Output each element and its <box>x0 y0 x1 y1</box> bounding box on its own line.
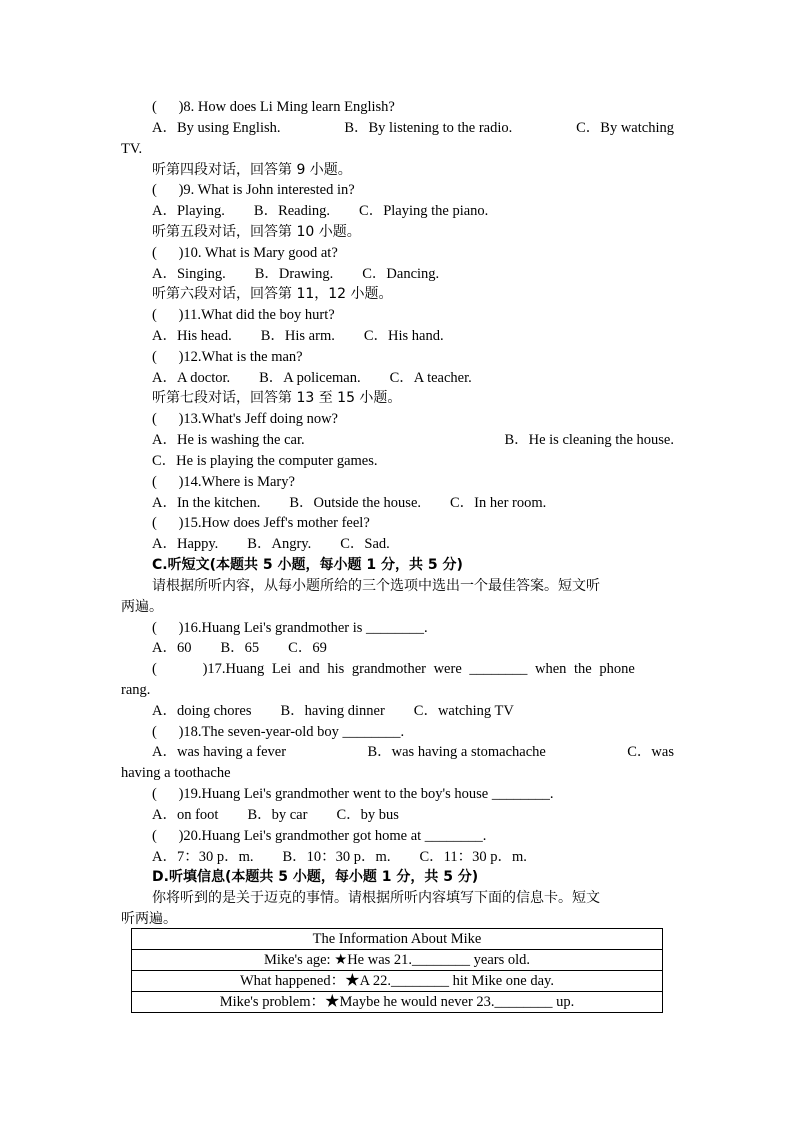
option-text: A．By using English. <box>152 120 281 136</box>
text-line: ( )20.Huang Lei's grandmother got home at ________. <box>152 828 487 844</box>
text-line: A．A doctor. B．A policeman. C．A teacher. <box>152 370 472 386</box>
text-line: A．doing chores B．having dinner C．watching TV <box>152 703 514 719</box>
text-line: A．His head. B．His arm. C．His hand. <box>152 328 444 344</box>
text-line <box>152 659 674 679</box>
option-text: B．He is cleaning the house. <box>504 432 674 448</box>
option-text: C．was <box>627 744 674 760</box>
text-line: ( )13.What's Jeff doing now? <box>152 411 338 427</box>
text-line: ( )8. How does Li Ming learn English? <box>152 99 395 115</box>
text-line: D.听填信息(本题共 5 小题，每小题 1 分，共 5 分) <box>152 869 479 885</box>
text-line: 听第四段对话，回答第 9 小题。 <box>152 162 352 178</box>
text-line <box>152 742 674 762</box>
table-row <box>132 950 663 971</box>
text-line: ( )19.Huang Lei's grandmother went to the boy's house ________. <box>152 786 554 802</box>
text-line: 请根据所听内容，从每小题所给的三个选项中选出一个最佳答案。短文听 <box>152 578 600 594</box>
table-row <box>132 992 663 1013</box>
text-line: A．In the kitchen. B．Outside the house. C．In her room. <box>152 495 547 511</box>
text-line: ( )18.The seven-year-old boy ________. <box>152 724 405 740</box>
text-line: C．He is playing the computer games. <box>152 453 378 469</box>
table-cell: What happened：★A 22.________ hit Mike one day. <box>132 971 663 992</box>
text-line: A．7：30 p．m. B．10：30 p．m. C．11：30 p．m. <box>152 849 527 865</box>
table-row <box>132 929 663 950</box>
option-text: C．By watching <box>576 120 674 136</box>
option-text: ( )17.Huang Lei and his grandmother were ________ when the phone <box>152 661 635 677</box>
table-header: The Information About Mike <box>132 929 663 950</box>
text-line: TV. <box>121 141 143 157</box>
text-line: ( )12.What is the man? <box>152 349 303 365</box>
text-line: A．60 B．65 C．69 <box>152 640 327 656</box>
text-line <box>152 430 674 450</box>
option-text: B．was having a stomachache <box>367 744 546 760</box>
option-text: A．He is washing the car. <box>152 432 305 448</box>
text-line: having a toothache <box>121 765 231 781</box>
text-line: ( )10. What is Mary good at? <box>152 245 338 261</box>
text-line: 你将听到的是关于迈克的事情。请根据所听内容填写下面的信息卡。短文 <box>152 890 600 906</box>
text-line: A．Singing. B．Drawing. C．Dancing. <box>152 266 440 282</box>
text-line: ( )16.Huang Lei's grandmother is ________. <box>152 620 428 636</box>
option-text: B．By listening to the radio. <box>344 120 513 136</box>
text-line: A．on foot B．by car C．by bus <box>152 807 399 823</box>
text-line: A．Happy. B．Angry. C．Sad. <box>152 536 390 552</box>
text-line: 听第七段对话，回答第 13 至 15 小题。 <box>152 390 402 406</box>
text-line: C.听短文(本题共 5 小题，每小题 1 分，共 5 分) <box>152 557 463 573</box>
option-text: A．was having a fever <box>152 744 287 760</box>
text-line: A．Playing. B．Reading. C．Playing the piano. <box>152 203 489 219</box>
table-cell: Mike's problem：★Maybe he would never 23.________ up. <box>132 992 663 1013</box>
mike-info-table <box>131 928 663 1013</box>
text-line: ( )15.How does Jeff's mother feel? <box>152 515 370 531</box>
table-cell: Mike's age: ★He was 21.________ years old. <box>132 950 663 971</box>
text-line: ( )9. What is John interested in? <box>152 182 355 198</box>
text-line <box>152 118 674 138</box>
text-line: 两遍。 <box>121 599 163 615</box>
text-line: ( )11.What did the boy hurt? <box>152 307 335 323</box>
text-line: 听第五段对话，回答第 10 小题。 <box>152 224 361 240</box>
text-line: 听两遍。 <box>121 911 177 927</box>
text-line: 听第六段对话，回答第 11，12 小题。 <box>152 286 393 302</box>
table-row <box>132 971 663 992</box>
text-line: ( )14.Where is Mary? <box>152 474 295 490</box>
text-line: rang. <box>121 682 151 698</box>
